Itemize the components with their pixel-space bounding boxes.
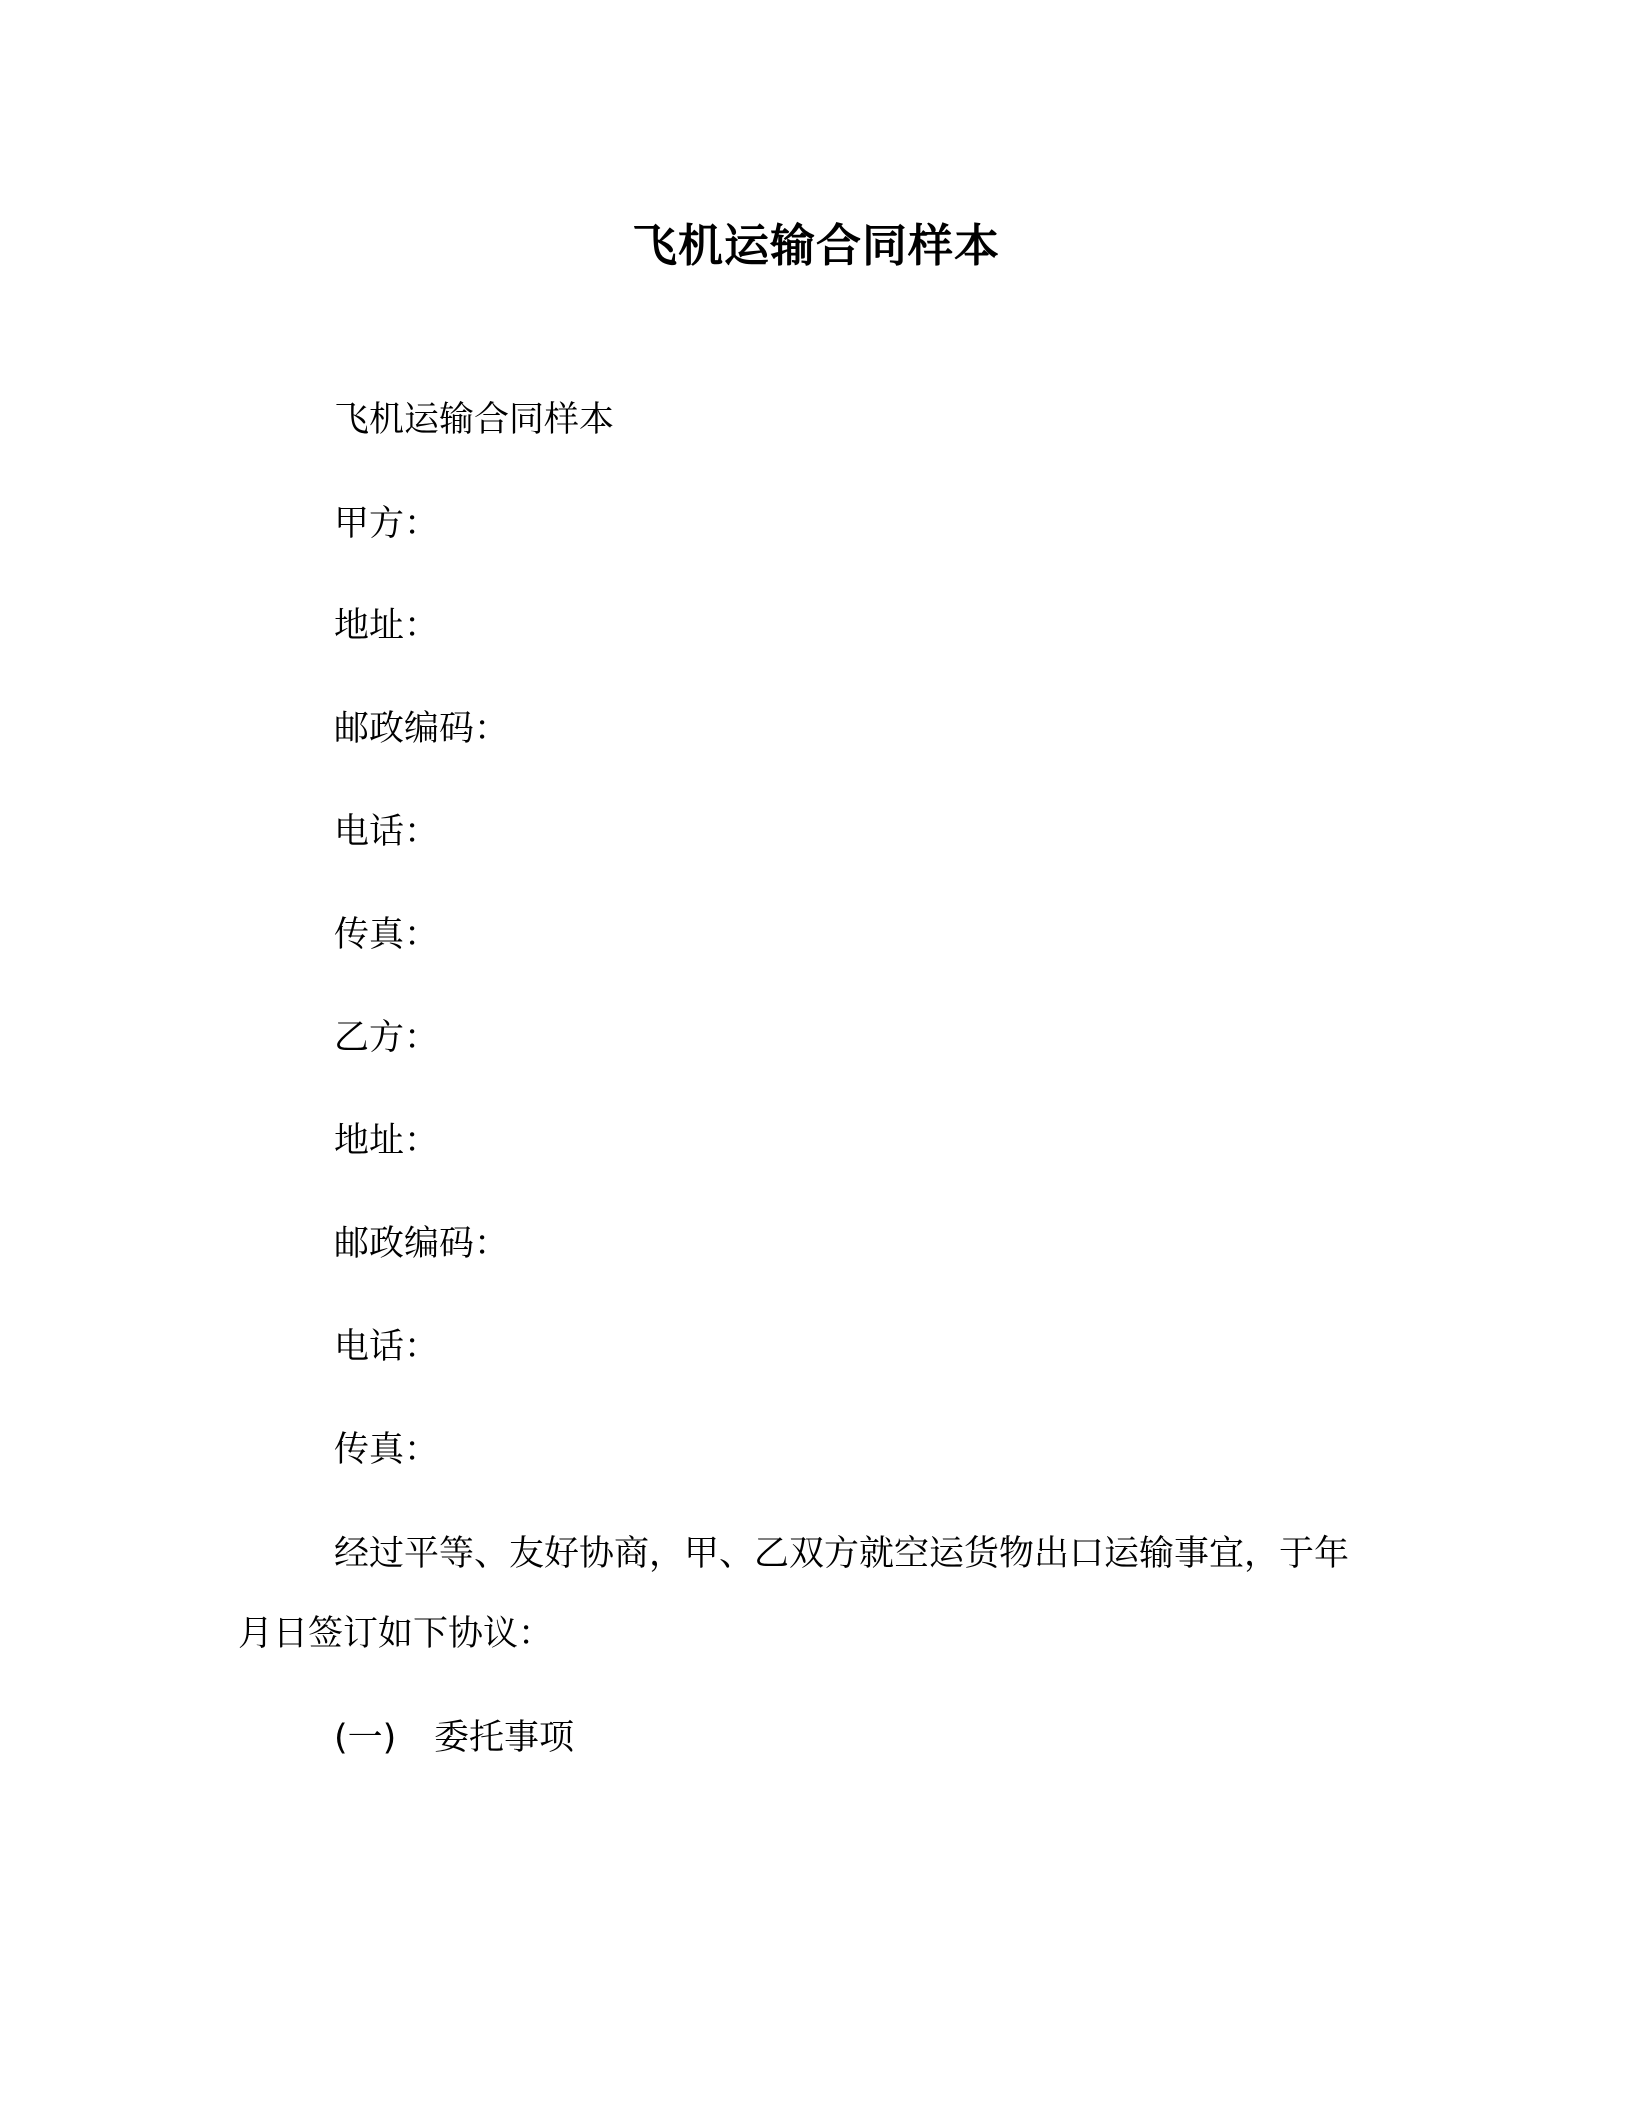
party-b-postcode-label: 邮政编码：	[334, 1224, 510, 1264]
intro-paragraph-text: 经过平等、友好协商，甲、乙双方就空运货物出口运输事宜，于年月日签订如下协议：	[238, 1534, 1350, 1654]
document-title: 飞机运输合同样本	[631, 219, 1000, 272]
party-b-phone-label: 电话：	[334, 1327, 440, 1367]
document-subtitle: 飞机运输合同样本	[334, 400, 615, 440]
party-a-fax-label: 传真：	[334, 915, 440, 955]
section-1-title: 委托事项	[434, 1718, 575, 1758]
section-1-number: (一)	[334, 1718, 397, 1758]
party-a-postcode-label: 邮政编码：	[334, 709, 510, 749]
party-b-address-label: 地址：	[334, 1121, 440, 1161]
party-a-address-label: 地址：	[334, 606, 440, 646]
party-a-phone-label: 电话：	[334, 812, 440, 852]
party-b-label: 乙方：	[334, 1018, 440, 1058]
section-1-heading	[334, 1716, 574, 1760]
party-b-fax-label: 传真：	[334, 1430, 440, 1470]
party-a-label: 甲方：	[334, 504, 440, 544]
intro-paragraph	[238, 1514, 1378, 1674]
